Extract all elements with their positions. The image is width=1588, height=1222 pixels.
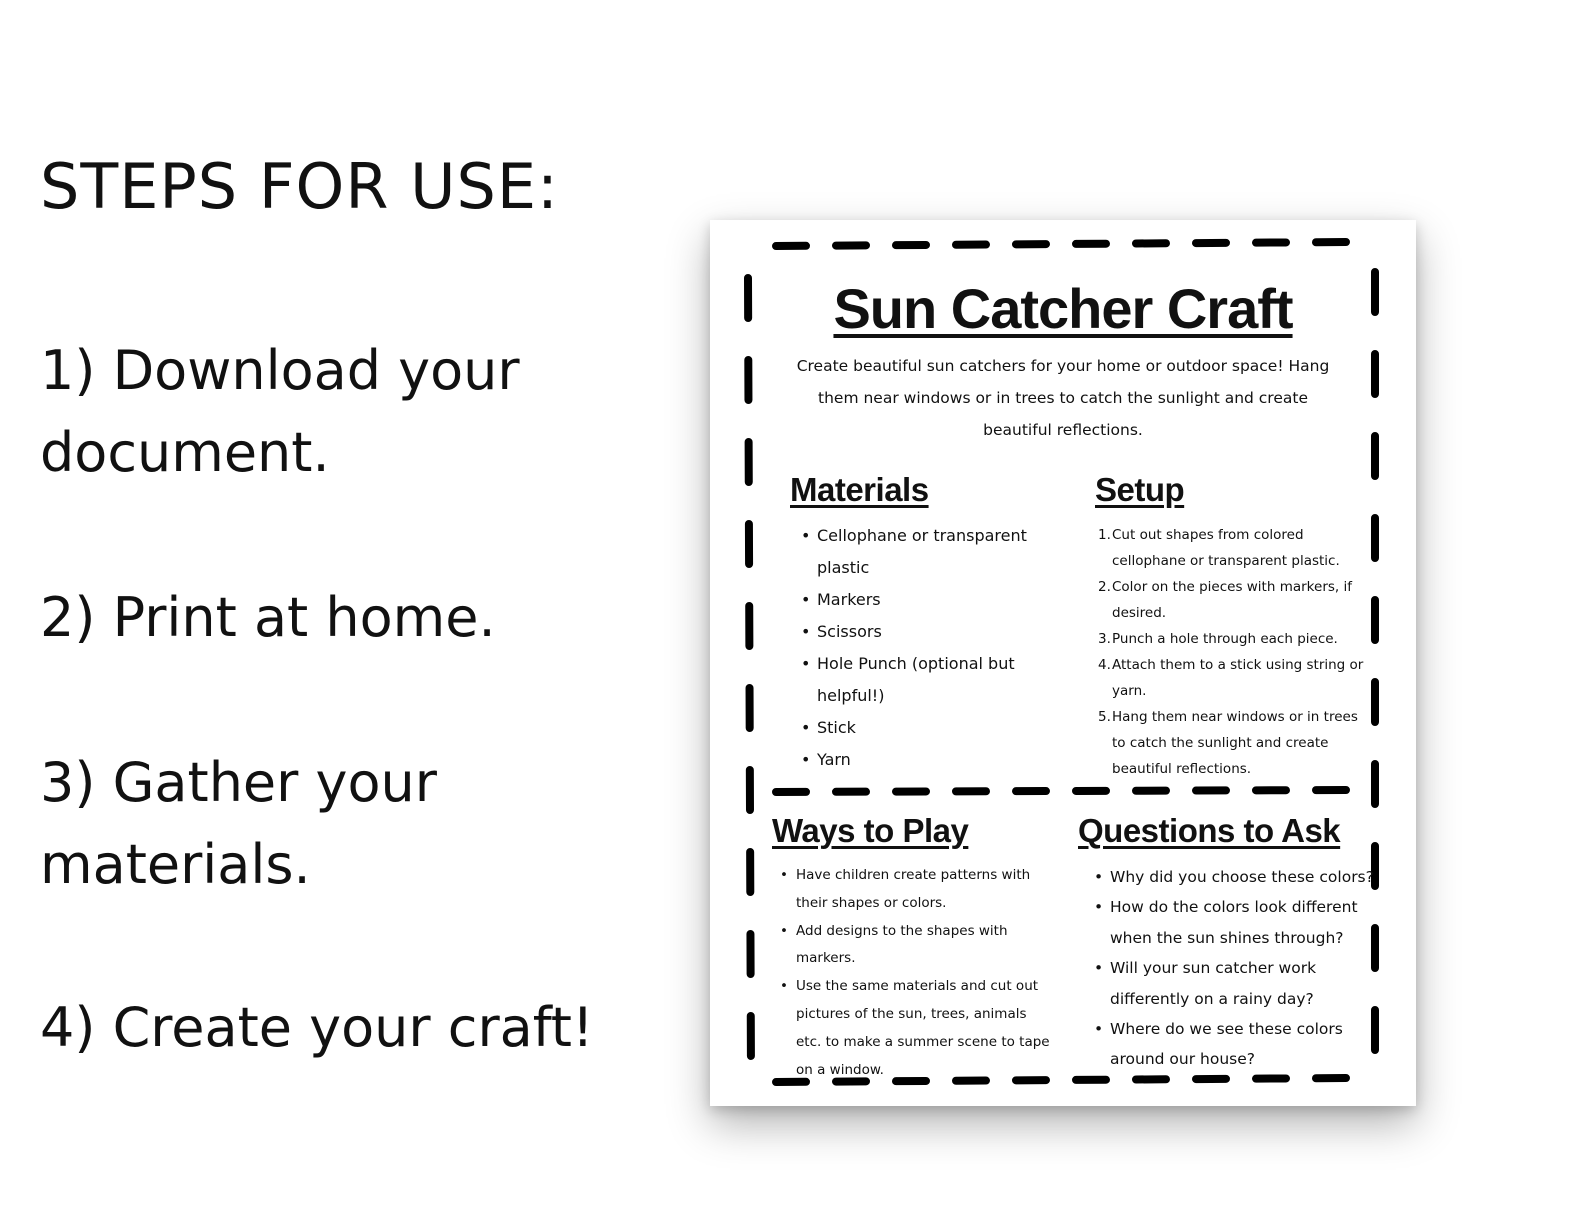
list-item: • Add designs to the shapes with markers. bbox=[774, 918, 1054, 974]
list-item bbox=[1098, 574, 1368, 626]
list-item: • Markers bbox=[795, 584, 1045, 616]
list-item-text: Punch a hole through each piece. bbox=[1112, 631, 1338, 647]
list-item: • Stick bbox=[795, 712, 1045, 744]
questions-list bbox=[1088, 862, 1378, 1075]
list-item: • Why did you choose these colors? bbox=[1088, 862, 1378, 892]
setup-heading: Setup bbox=[1095, 471, 1185, 508]
list-number: 3. bbox=[1098, 631, 1111, 647]
list-number: 1. bbox=[1098, 527, 1111, 543]
list-item bbox=[1098, 652, 1368, 704]
step-4: 4) Create your craft! bbox=[40, 996, 594, 1059]
document-title: Sun Catcher Craft bbox=[833, 277, 1293, 340]
list-item: • How do the colors look different when the sun shines through? bbox=[1088, 892, 1378, 953]
list-item bbox=[1098, 522, 1368, 574]
steps-title: STEPS FOR USE: bbox=[40, 150, 559, 223]
materials-list bbox=[795, 520, 1045, 776]
list-item: • Hole Punch (optional but helpful!) bbox=[795, 648, 1045, 712]
list-item-text: Attach them to a stick using string or yarn. bbox=[1112, 657, 1364, 699]
questions-heading: Questions to Ask bbox=[1078, 812, 1341, 849]
ways-to-play-list bbox=[774, 862, 1054, 1084]
list-item: • Scissors bbox=[795, 616, 1045, 648]
list-item-text: Hang them near windows or in trees to catch the sunlight and create beautiful reflections. bbox=[1112, 709, 1358, 777]
step-3: 3) Gather your materials. bbox=[40, 751, 437, 896]
setup-list bbox=[1098, 522, 1368, 782]
list-item: • Where do we see these colors around our house? bbox=[1088, 1014, 1378, 1075]
list-item: • Will your sun catcher work differently on a rainy day? bbox=[1088, 953, 1378, 1014]
document-preview bbox=[710, 220, 1416, 1106]
ways-to-play-heading: Ways to Play bbox=[772, 812, 969, 849]
list-item: • Cellophane or transparent plastic bbox=[795, 520, 1045, 584]
list-item-text: Color on the pieces with markers, if desired. bbox=[1112, 579, 1352, 621]
list-number: 2. bbox=[1098, 579, 1111, 595]
list-item: • Use the same materials and cut out pictures of the sun, trees, animals etc. to make a summer scene to tape on a window. bbox=[774, 973, 1054, 1084]
step-2: 2) Print at home. bbox=[40, 586, 496, 649]
materials-heading: Materials bbox=[790, 471, 929, 508]
document-intro: Create beautiful sun catchers for your home or outdoor space! Hang them near windows or in trees to catch the sunlight and create beautiful reflections. bbox=[796, 357, 1330, 439]
list-item-text: Cut out shapes from colored cellophane or transparent plastic. bbox=[1112, 527, 1340, 569]
list-item bbox=[1098, 704, 1368, 782]
step-1: 1) Download your document. bbox=[40, 339, 520, 484]
list-item: • Have children create patterns with their shapes or colors. bbox=[774, 862, 1054, 918]
list-number: 5. bbox=[1098, 709, 1111, 725]
list-item bbox=[1098, 626, 1368, 652]
list-number: 4. bbox=[1098, 657, 1111, 673]
list-item: • Yarn bbox=[795, 744, 1045, 776]
